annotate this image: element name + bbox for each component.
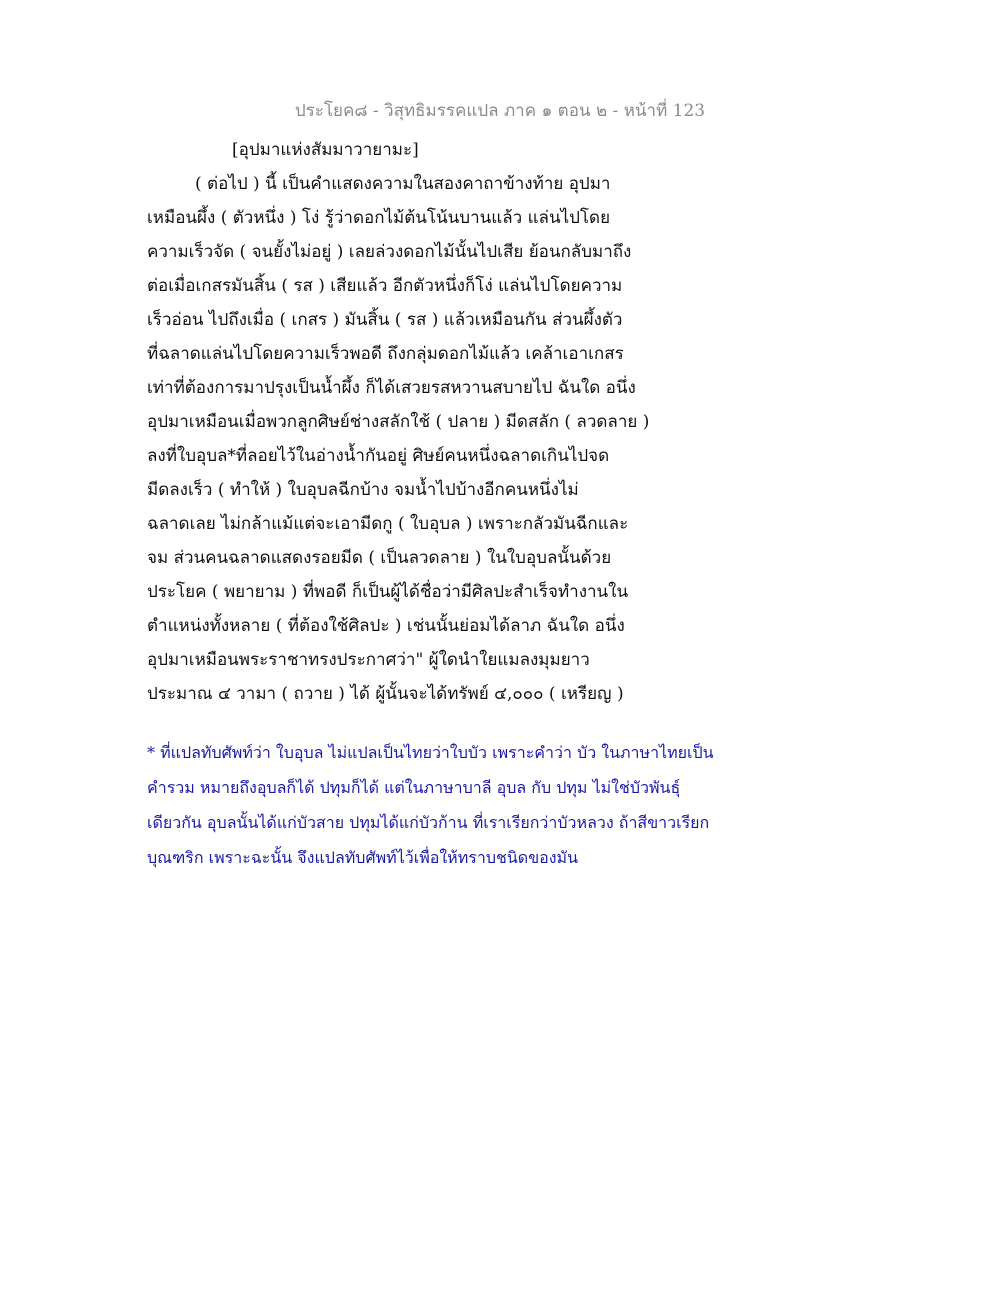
body-line: เท่าที่ต้องการมาปรุงเป็นน้ำผึ้ง ก็ได้เสวยรสหวานสบายไป ฉันใด อนึ่ง [147,378,636,398]
footnote-line: บุณฑริก เพราะฉะนั้น จึงแปลทับศัพท์ไว้เพื่อให้ทราบชนิดของมัน [147,848,579,867]
body-line: เร็วอ่อน ไปถึงเมื่อ ( เกสร ) มันสิ้น ( รส ) แล้วเหมือนกัน ส่วนผึ้งตัว [147,310,623,330]
section-title: [อุปมาแห่งสัมมาวายามะ] [232,140,419,160]
body-line: ประโยค ( พยายาม ) ที่พอดี ก็เป็นผู้ได้ชื่อว่ามีศิลปะสำเร็จทำงานใน [147,582,629,602]
body-line: มีดลงเร็ว ( ทำให้ ) ใบอุบลฉีกบ้าง จมน้ำไปบ้างอีกคนหนึ่งไม่ [147,480,579,500]
body-line: อุปมาเหมือนเมื่อพวกลูกศิษย์ช่างสลักใช้ ( ปลาย ) มีดสลัก ( ลวดลาย ) [147,412,650,432]
footnote-line: เดียวกัน อุบลนั้นได้แก่บัวสาย ปทุมได้แก่บัวก้าน ที่เราเรียกว่าบัวหลวง ถ้าสีขาวเรียก [147,813,710,832]
page-header: ประโยค๘ - วิสุทธิมรรคแปล ภาค ๑ ตอน ๒ - หน้าที่ 123 [294,101,706,121]
body-line: จม ส่วนคนฉลาดแสดงรอยมีด ( เป็นลวดลาย ) ในใบอุบลนั้นด้วย [147,548,612,568]
body-line: เหมือนผึ้ง ( ตัวหนึ่ง ) โง่ รู้ว่าดอกไม้ต้นโน้นบานแล้ว แล่นไปโดย [147,208,611,228]
footnote-line: คำรวม หมายถึงอุบลก็ได้ ปทุมก็ได้ แต่ในภาษาบาลี อุบล กับ ปทุม ไม่ใช่บัวพันธุ์ [147,778,681,797]
body-text [147,170,667,714]
body-line: ( ต่อไป ) นี้ เป็นคำแสดงความในสองคาถาข้างท้าย อุปมา [195,174,611,194]
body-line: ลงที่ใบอุบล*ที่ลอยไว้ในอ่างน้ำกันอยู่ ศิษย์คนหนึ่งฉลาดเกินไปจด [147,446,610,466]
body-line: ประมาณ ๔ วามา ( ถวาย ) ได้ ผู้นั้นจะได้ทรัพย์ ๔,๐๐๐ ( เหรียญ ) [147,684,624,704]
footnote [147,739,807,879]
body-line: ต่อเมื่อเกสรมันสิ้น ( รส ) เสียแล้ว อีกตัวหนึ่งก็โง่ แล่นไปโดยความ [147,276,623,296]
body-line: ที่ฉลาดแล่นไปโดยความเร็วพอดี ถึงกลุ่มดอกไม้แล้ว เคล้าเอาเกสร [147,344,624,364]
body-line: ความเร็วจัด ( จนยั้งไม่อยู่ ) เลยล่วงดอกไม้นั้นไปเสีย ย้อนกลับมาถึง [147,242,632,262]
body-line: อุปมาเหมือนพระราชาทรงประกาศว่า" ผู้ใดนำใยแมลงมุมยาว [147,650,590,670]
body-line: ตำแหน่งทั้งหลาย ( ที่ต้องใช้ศิลปะ ) เช่นนั้นย่อมได้ลาภ ฉันใด อนึ่ง [147,616,625,636]
body-line: ฉลาดเลย ไม่กล้าแม้แต่จะเอามีดกู ( ใบอุบล ) เพราะกลัวมันฉีกและ [147,514,629,534]
footnote-line: * ที่แปลทับศัพท์ว่า ใบอุบล ไม่แปลเป็นไทยว่าใบบัว เพราะคำว่า บัว ในภาษาไทยเป็น [147,743,714,762]
